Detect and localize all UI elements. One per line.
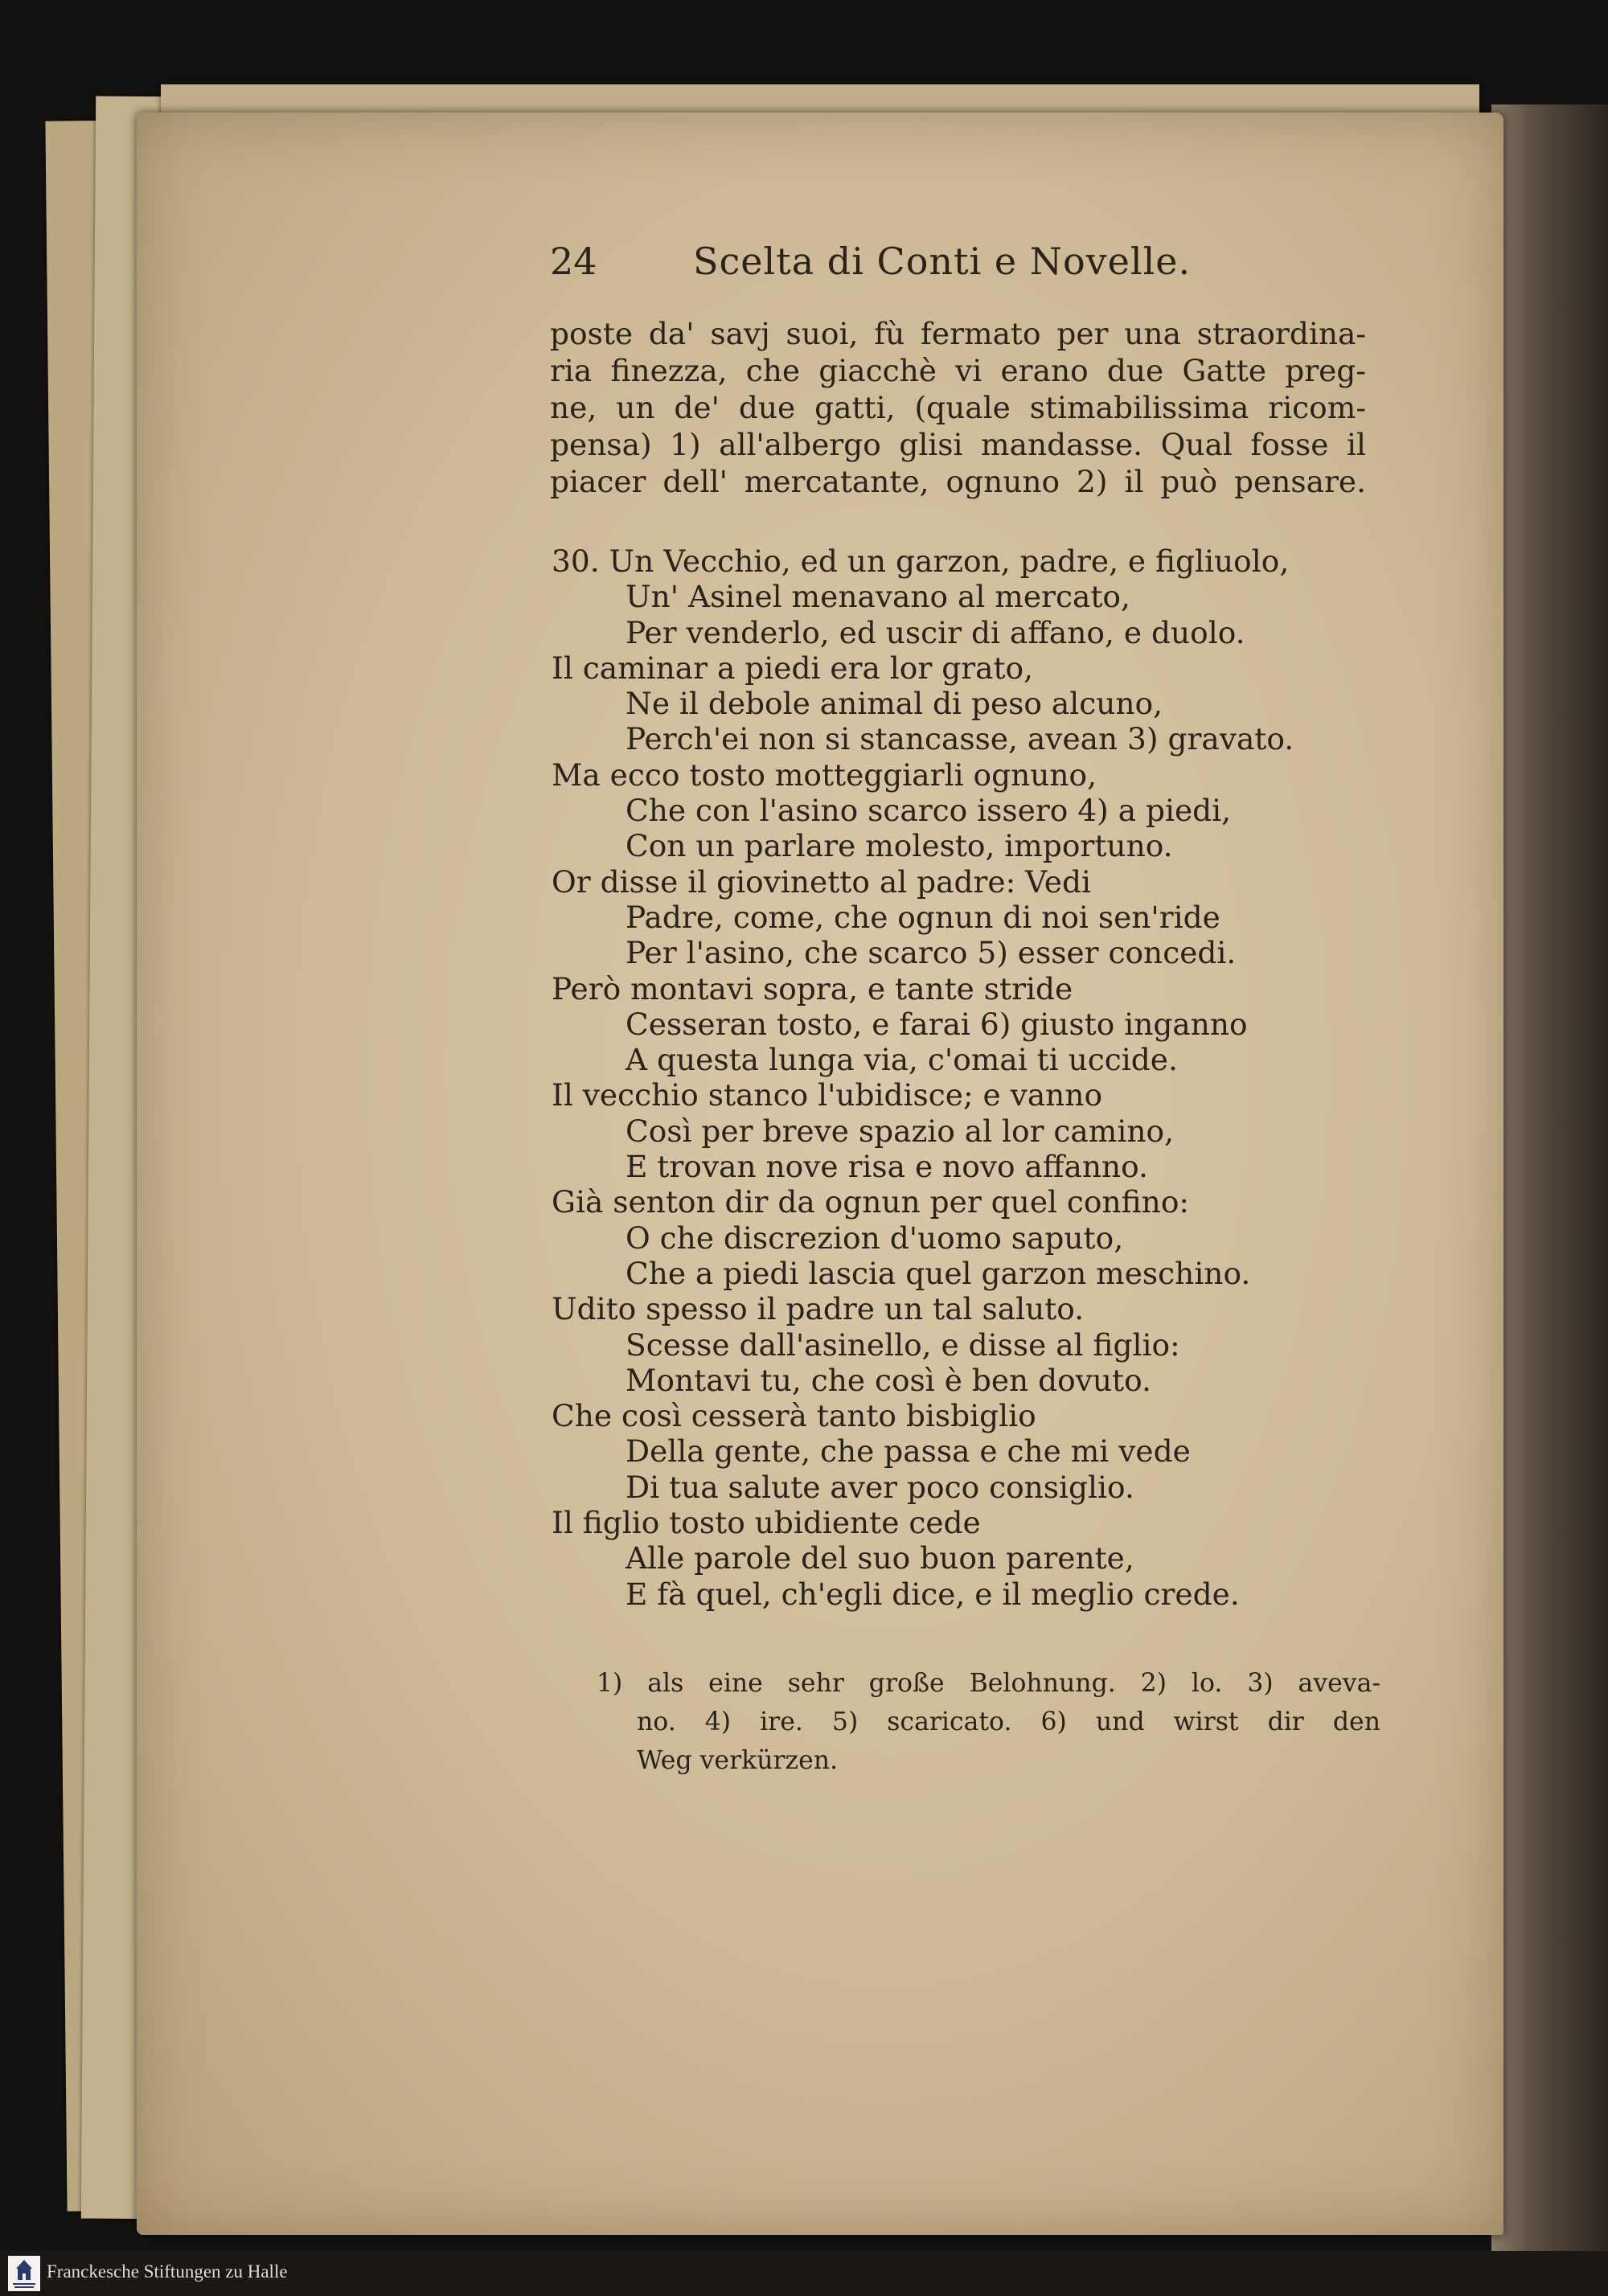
- poem-line: Di tua salute aver poco consiglio.: [626, 1469, 1134, 1505]
- poem-line: Così per breve spazio al lor camino,: [626, 1113, 1174, 1149]
- running-title: Scelta di Conti e Novelle.: [693, 240, 1192, 283]
- poem-line: Montavi tu, che così è ben dovuto.: [626, 1362, 1151, 1398]
- poem-line: Della gente, che passa e che mi vede: [626, 1433, 1191, 1470]
- poem-line: Per venderlo, ed uscir di affano, e duolo.: [626, 614, 1245, 650]
- poem-line: Ne il debole animal di peso alcuno,: [626, 686, 1163, 722]
- poem-line: 30. Un Vecchio, ed un garzon, padre, e figliuolo,: [552, 543, 1290, 579]
- poem-line: Il figlio tosto ubidiente cede: [552, 1505, 981, 1541]
- poem-line: Udito spesso il padre un tal saluto.: [552, 1291, 1085, 1327]
- poem-line: Alle parole del suo buon parente,: [626, 1540, 1134, 1576]
- poem-line: Scesse dall'asinello, e disse al figlio:: [626, 1326, 1180, 1363]
- poem-line: Or disse il giovinetto al padre: Vedi: [552, 863, 1091, 900]
- paragraph-line: ne, un de' due gatti, (quale stimabilissima ricom-: [550, 390, 1366, 425]
- poem-line: Ma ecco tosto motteggiarli ognuno,: [552, 756, 1097, 793]
- poem-line: E fà quel, ch'egli dice, e il meglio crede.: [626, 1576, 1240, 1612]
- footnote-line: Weg verkürzen.: [637, 1746, 839, 1775]
- poem-line: Cesseran tosto, e farai 6) giusto inganno: [626, 1006, 1248, 1042]
- poem-line: Perch'ei non si stancasse, avean 3) gravato.: [626, 721, 1294, 757]
- poem-line: E trovan nove risa e novo affanno.: [626, 1149, 1148, 1185]
- paragraph-line: pensa) 1) all'albergo glisi mandasse. Qual fosse il: [550, 427, 1366, 462]
- running-header: [550, 240, 1225, 288]
- poem-line: Che a piedi lascia quel garzon meschino.: [626, 1255, 1251, 1291]
- paragraph-line: poste da' savj suoi, fù fermato per una straordina-: [550, 316, 1366, 351]
- poem-line: Con un parlare molesto, importuno.: [626, 828, 1173, 864]
- poem-line: Però montavi sopra, e tante stride: [552, 970, 1073, 1007]
- institution-logo-icon: [8, 2256, 40, 2291]
- footnote-line: 1) als eine sehr große Belohnung. 2) lo. 3) aveva-: [597, 1669, 1380, 1698]
- footnotes: [597, 1664, 1380, 1780]
- poem-line: Il caminar a piedi era lor grato,: [552, 650, 1034, 686]
- poem: [552, 543, 1388, 1612]
- footnote-line: no. 4) ire. 5) scaricato. 6) und wirst dir den: [637, 1708, 1380, 1736]
- institution-name: Franckesche Stiftungen zu Halle: [47, 2261, 288, 2282]
- poem-line: Un' Asinel menavano al mercato,: [626, 579, 1130, 615]
- poem-line: O che discrezion d'uomo saputo,: [626, 1220, 1124, 1256]
- poem-line: Che con l'asino scarco issero 4) a piedi,: [626, 793, 1232, 829]
- paragraph-line: piacer dell' mercatante, ognuno 2) il può pensare.: [550, 464, 1366, 499]
- prose-paragraph: [550, 315, 1366, 500]
- paragraph-line: ria finezza, che giacchè vi erano due Gatte preg-: [550, 353, 1366, 388]
- poem-line: Il vecchio stanco l'ubidisce; e vanno: [552, 1077, 1103, 1113]
- poem-line: A questa lunga via, c'omai ti uccide.: [626, 1042, 1178, 1078]
- poem-line: Padre, come, che ognun di noi sen'ride: [626, 899, 1220, 935]
- book-spine: [1491, 105, 1608, 2251]
- poem-line: Che così cesserà tanto bisbiglio: [552, 1398, 1036, 1434]
- poem-line: Già senton dir da ognun per quel confino:: [552, 1184, 1190, 1220]
- poem-line: Per l'asino, che scarco 5) esser concedi.: [626, 935, 1237, 971]
- page-number: 24: [550, 240, 597, 283]
